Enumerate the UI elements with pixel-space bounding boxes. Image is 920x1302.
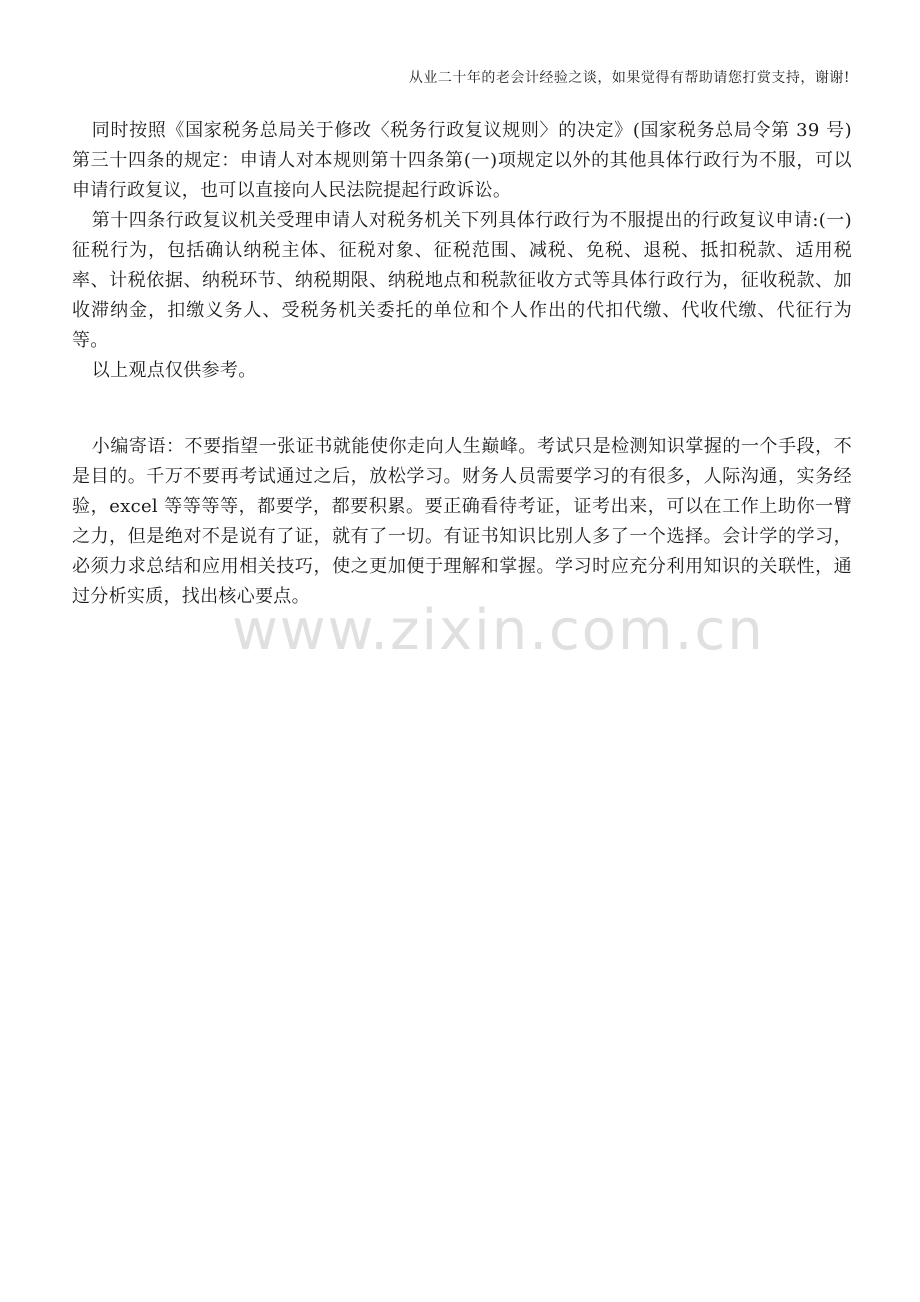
watermark: www.zixin.com.cn: [232, 598, 765, 663]
editor-note: 小编寄语：不要指望一张证书就能使你走向人生巅峰。考试只是检测知识掌握的一个手段，不是目的。千万不要再考试通过之后，放松学习。财务人员需要学习的有很多，人际沟通，实务经验，excel 等等等等，都要学，都要积累。要正确看待考证，证考出来，可以在工作上助你一臂之力，但是绝对不是说有了证，就有了一切。有证书知识比别人多了一个选择。会计学的学习，必须力求总结和应用相关技巧，使之更加便于理解和掌握。学习时应充分利用知识的关联性，通过分析实质，找出核心要点。: [72, 436, 852, 607]
header-note: 从业二十年的老会计经验之谈，如果觉得有帮助请您打赏支持，谢谢!: [408, 70, 850, 86]
paragraph-review-rule: 同时按照《国家税务总局关于修改〈税务行政复议规则〉的决定》(国家税务总局令第 39 号) 第三十四条的规定：申请人对本规则第十四条第(一)项规定以外的其他具体行政行为不服，可以申请行政复议，也可以直接向人民法院提起行政诉讼。: [72, 120, 852, 201]
document-body: [72, 116, 852, 612]
paragraph-article-14: 第十四条行政复议机关受理申请人对税务机关下列具体行政行为不服提出的行政复议申请:(一)征税行为，包括确认纳税主体、征税对象、征税范围、减税、免税、退税、抵扣税款、适用税率、计税依据、纳税环节、纳税期限、纳税地点和税款征收方式等具体行政行为，征收税款、加收滞纳金，扣缴义务人、受税务机关委托的单位和个人作出的代扣代缴、代收代缴、代征行为等。: [72, 210, 852, 351]
paragraph-reference: 以上观点仅供参考。: [91, 360, 257, 381]
paragraph-spacer: [72, 386, 852, 432]
